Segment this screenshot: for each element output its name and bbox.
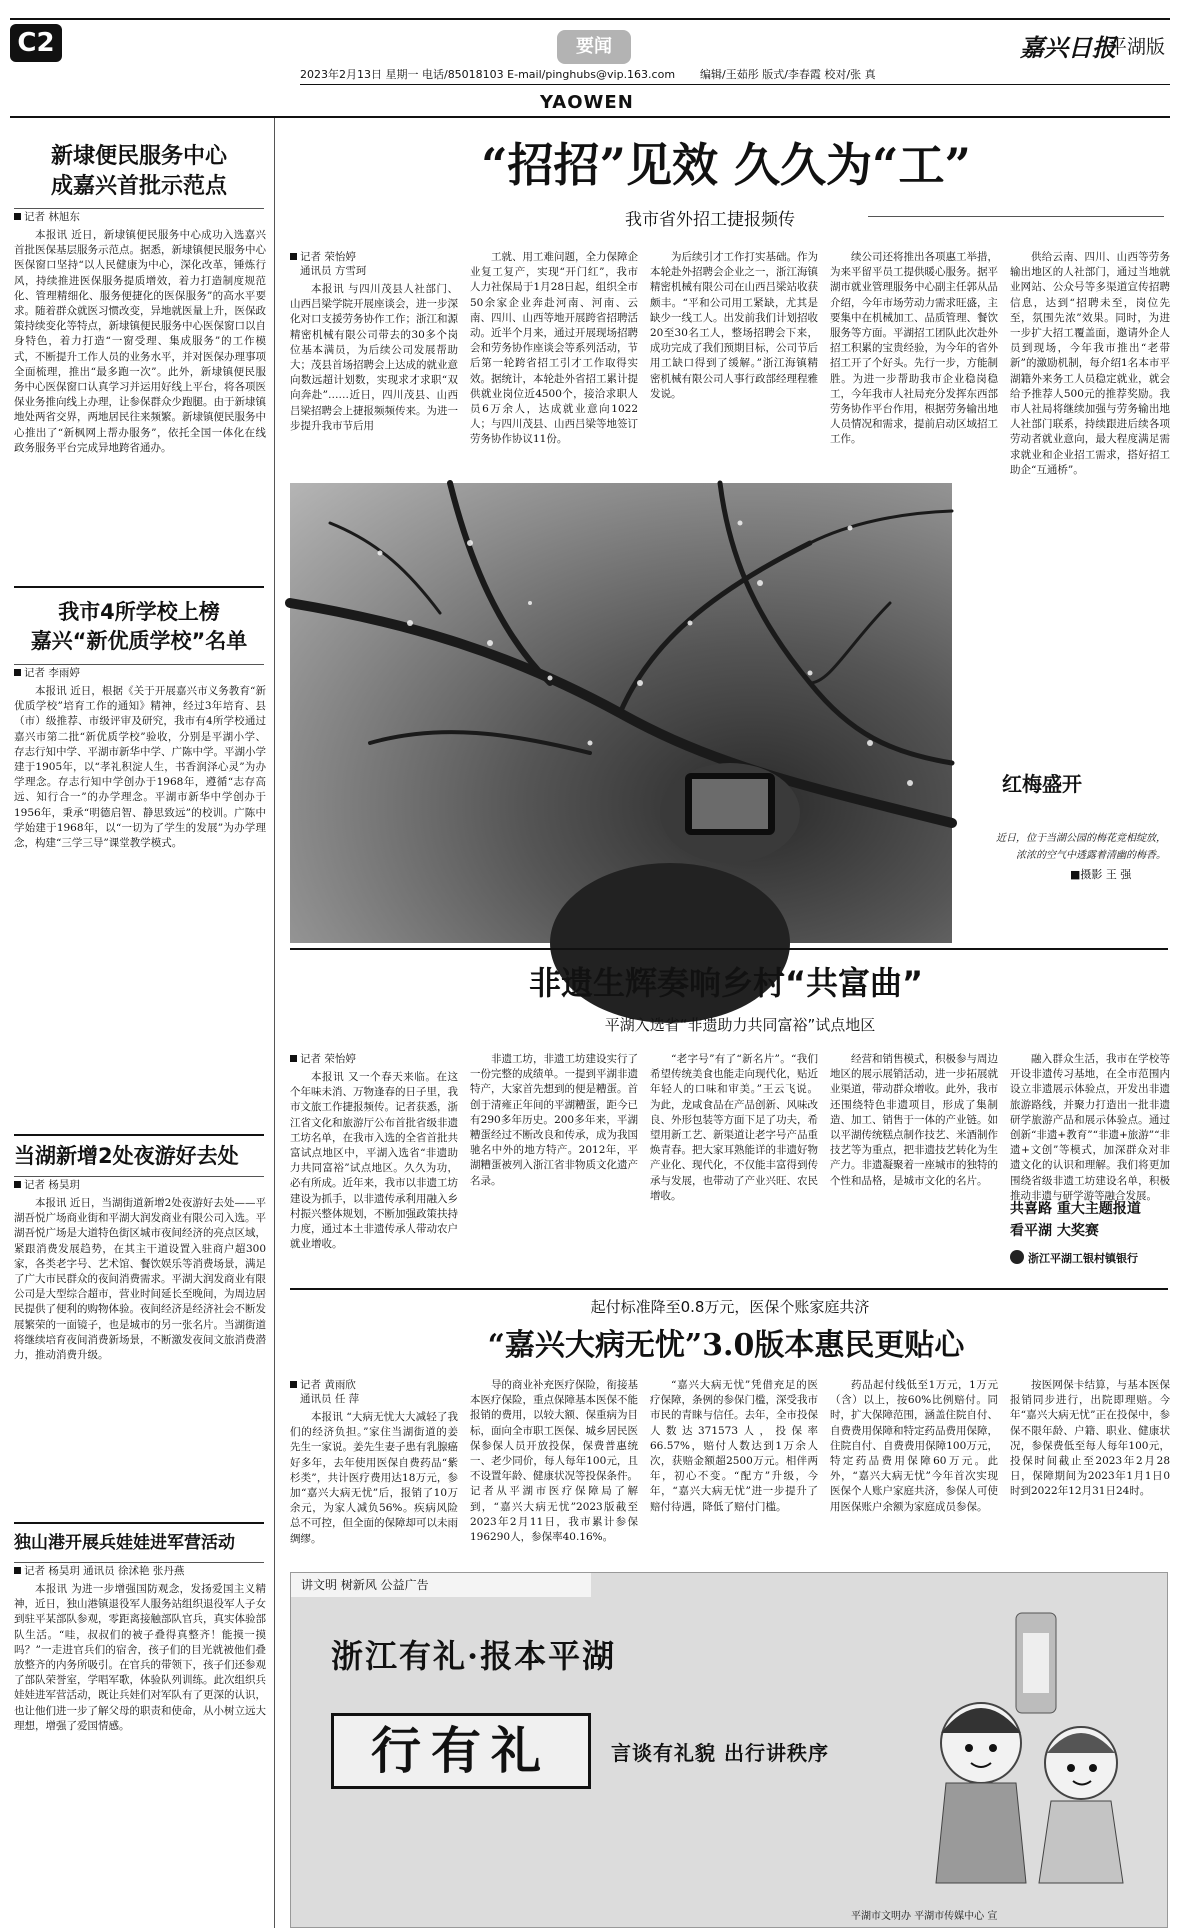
cartoon-character-left [936,1703,1026,1883]
date-line: 2023年2月13日 星期一 电话/85018103 E-mail/pinghubs@vip.163.com [300,68,676,81]
photo-caption: 近日，位于当湖公园的梅花竞相绽放， 浓浓的空气中透露着清幽的梅香。 [996,833,1166,861]
top-story-col-5: 供给云南、四川、山西等劳务输出地区的人社部门，通过当地就业网站、公众号等多渠道宣传招聘信息，达到“招聘未至，岗位先至，氛围先浓”效果。同时，为进一步扩大招工覆盖面，邀请外企人员到现场，今年我市推出“老带新”的激励机制，每介绍1名本市平湖籍外来务工人员稳定就业，就会给予推荐人500元的推荐奖励。我市人社局将继续加强与劳务输出地人社部门联系，持续跟进后续各项劳动者就业意向，最大程度满足需求就业和企业招工需求，搭好招工助企“互通桥”。 [1010,251,1170,476]
cartoon-figures-illustration [901,1613,1151,1903]
civility-banner [290,1572,1168,1928]
story3-col-5: 按医网保卡结算，与基本医保报销同步进行，出院即理赔。今年“嘉兴大病无忧”正在投保中，参保不限年龄、户籍、职业、健康状况，参保费低至每人每年100元，投保时间截止至2023年2月28日，保障期间为2023年1月1日0时到2022年12月31日24时。 [1010,1379,1170,1498]
top-story-col-1: 本报讯 与四川茂县人社部门、山西吕梁学院开展座谈会，进一步深化对口支援劳务协作工作；浙江和源精密机械有限公司带去的30多个岗位基本满员，为后续公司发展帮助大；茂县首场招聘会上达成的就业意向数远超计划数，实现求才求职“双向奔赴”……近日，四川茂县、山西吕梁招聘会上捷报频频传来。为进一步提升我市节后用 [290,283,458,432]
banner-slogan: 浙江有礼·报本平湖 [331,1637,617,1675]
left-story-1-byline: 记者 林旭东 [14,210,80,224]
left-story-3-byline: 记者 杨昊玥 [14,1178,80,1192]
section-en: YAOWEN [540,92,634,113]
left-story-4-title: 独山港开展兵娃娃进军营活动 [14,1533,235,1553]
story2-title: 非遗生辉奏响乡村“共富曲” [528,964,924,1002]
story2-subtitle: 平湖入选省“非遗助力共同富裕”试点地区 [604,1016,876,1034]
editor-line: 编辑/王茹彤 版式/李春霞 校对/张 真 [700,68,876,81]
story3-byline: 记者 黄雨欣 通讯员 任 萍 [290,1378,359,1406]
banner-tag: 讲文明 树新风 公益广告 [291,1573,591,1597]
story2-col-3: “老字号”有了“新名片”。“我们希望传统美食也能走向现代化，贴近年轻人的口味和审美。”王云飞说。为此，龙咸食品在产品创新、风味改良、外形包装等方面下足了功夫，希望用新工艺、新渠道让老字号产品重焕青春。把大家耳熟能详的非遗好物产业化、现代化，不仅能丰富得到传承与发展，也带动了产业兴旺、农民增收。 [650,1053,818,1202]
contest-sponsor: 浙江平湖工银村镇银行 [1028,1252,1138,1265]
contest-line-2: 看平湖 大奖赛 [1010,1223,1099,1239]
story2-col-2: 非遗工坊，非遗工坊建设实行了一份完整的成绩单。一提到平湖非遗特产，大家首先想到的便是糟蛋。首创于清雍正年间的平湖糟蛋，距今已有290多年历史。200多年来，平湖糟蛋经过不断改良和传承，成为我国驰名中外的地方特产。2012年，平湖糟蛋被列入浙江省非物质文化遗产名录。 [470,1053,638,1187]
story2-col-5: 融入群众生活，我市在学校等开设非遗传习基地，在全市范围内设立非遗展示体验点，开发出非遗旅游路线，并聚力打造出一批非遗研学旅游产品和展示体验点。通过创新“非遗+教育”“非遗+旅游”“非遗+文创”等模式，加深群众对非遗文化的认识和理解。我们将更加围绕省级非遗工坊建设名单，积极推动非遗与研学游等融合发展。 [1010,1053,1170,1202]
paper-name: 嘉兴日报 [1020,33,1116,62]
story3-col-1: 本报讯 “大病无忧大大减轻了我们的经济负担。”家住当湖街道的姜先生一家说。姜先生妻子患有乳腺癌好多年，去年使用医保自费药品“紫杉类”，共计医疗费用达18万元，参加“嘉兴大病无忧”后，报销了10万余元，为家人减负56%。疾病风险总不可控，但全面的保障却可以未雨绸缪。 [290,1411,458,1545]
left-story-3-body: 本报讯 近日，当湖街道新增2处夜游好去处——平湖吾悦广场商业街和平湖大润发商业有限公司入选。平湖吾悦广场是大道特色街区城市夜间经济的亮点区域，紧跟消费发展趋势，在其主干道设置入驻商户超300家，各类老字号、艺术馆、餐饮娱乐等消费场景，满足了广大市民群众的夜间消费需求。平湖大润发商业有限公司是大型综合超市，营业时间延长至晚间，为周边居民提供了便利的购物体验。夜间经济是经济社会不断发展繁荣的一面镜子，也是城市的另一张名片。当湖街道将继续培育夜间消费新场景，不断激发夜间文旅消费潜力，推动消费升级。 [14,1197,266,1362]
banner-credit: 平湖市文明办 平湖市传媒中心 宣 [851,1911,998,1922]
contest-line-1: 共喜路 重大主题报道 [1010,1201,1141,1217]
section-badge: 要闻 [557,30,631,64]
branches-illustration [290,483,952,943]
photo-credit: ■摄影 王 强 [1070,868,1132,881]
top-story-subtitle: 我市省外招工捷报频传 [625,210,795,230]
left-story-2-body: 本报讯 近日，根据《关于开展嘉兴市义务教育“新优质学校”培育工作的通知》精神，经过3年培育、县（市）级推荐、市级评审及研究，我市有4所学校通过嘉兴市第二批“新优质学校”验收，分别是平湖小学、存志行知中学、平湖市新华中学、广陈中学。平湖小学建于1905年，以“孝礼积淀人生，书香润泽心灵”为办学理念。存志行知中学创办于1968年，遵循“志存高远、知行合一”的办学理念。平湖市新华中学创办于1956年，秉承“明德启智、静思致远”的校训。广陈中学始建于1968年，以“一切为了学生的发展”为办学理念，构建“三学三导”课堂教学模式。 [14,685,266,850]
top-story-title: “招招”见效 久久为“工” [481,138,971,192]
bank-logo-icon [1010,1250,1024,1264]
page-label: C2 [10,24,62,62]
left-story-4-body: 本报讯 为进一步增强国防观念，发扬爱国主义精神，近日，独山港镇退役军人服务站组织退役军人子女到驻平某部队参观，零距离接触部队官兵，真实体验部队生活。“哇，叔叔们的被子叠得真整齐！能摸一摸吗？”一走进官兵们的宿舍，孩子们的目光就被他们叠放整齐的内务所吸引。在官兵的带领下，孩子们还参观了部队荣誉室，学唱军歌，体验队列训练。此次组织兵娃娃进军营活动，既让兵娃们对军队有了更深的认识，也让他们进一步了解父母的职责和使命，从小树立远大理想，增强了爱国情感。 [14,1583,266,1732]
contest-ad-box [1010,1198,1168,1278]
left-story-1-body: 本报讯 近日，新埭镇便民服务中心成功入选嘉兴首批医保基层服务示范点。据悉，新埭镇便民服务中心医保窗口坚持“以人民健康为中心，深化改革，锤炼行风，持续推进医保服务提质增效，着力打造制度规范化、管理精细化、服务便捷化的医保服务”的高水平要求。随着群众就医习惯改变，异地就医量上升，医保政策持续变化等特点，新埭镇便民服务中心医保窗口以自身特色，着力打造“一窗受理、集成服务”的工作模式，不断提升工作人员的业务水平，并对医保办理事项全面梳理，推出“最多跑一次”。此外，新埭镇便民服务中心医保窗口认真学习并运用好线上平台，将各项医保业务推向线上办理，让参保群众少跑腿。由于新埭镇地处两省交界，两地居民往来频繁。新埭镇便民服务中心推出了“新枫网上帮办服务”，依托全国一体化在线政务服务平台完成异地跨省通办。 [14,229,266,454]
lantern-icon [1016,1613,1056,1713]
left-story-4-byline: 记者 杨昊玥 通讯员 徐沭艳 张丹燕 [14,1564,184,1578]
story2-byline: 记者 荣怡婷 [290,1052,356,1066]
top-story-col-3: 为后续引才工作打实基础。作为本轮赴外招聘会企业之一，浙江海镇精密机械有限公司在山西吕梁站收获颇丰。“平和公司用工紧缺，尤其是缺少一线工人。出发前我们计划招收20至30名工人，整场招聘会下来，成功完成了我们预期目标，公司节后用工缺口得到了缓解。”浙江海镇精密机械有限公司人事行政部经理程雅发说。 [650,251,818,400]
story3-title: “嘉兴大病无忧”3.0版本惠民更贴心 [487,1328,965,1363]
banner-tagline: 言谈有礼貌 出行讲秩序 [611,1741,829,1765]
plum-blossom-photo [290,483,952,943]
story3-col-2: 导的商业补充医疗保险，衔接基本医疗保险，重点保障基本医保不能报销的费用，以较大额、保重病为目标，面向全市职工医保、城乡居民医保参保人员开放投保，保费普惠统一、老少同价，每人每年100元，且不设置年龄、健康状况等投保条件。记者从平湖市医疗保障局了解到，“嘉兴大病无忧”2023版截至2023年2月11日，我市累计参保196290人，参保率40.16%。 [470,1379,638,1544]
top-story-col-4: 续公司还将推出各项惠工举措，为来平留平员工提供暖心服务。据平湖市就业管理服务中心副主任郭从品介绍，今年市场劳动力需求旺盛，主要集中在机械加工、品质管理、餐饮服务等方面。平湖招工团队此次赴外招工积累的宝贵经验，为今年的省外招工开了个好头。先行一步，方能制胜。为进一步帮助我市企业稳岗稳工，今年我市人社局充分发挥东西部劳务协作平台作用，根据劳务输出地人员情况和需求，提前启动区域招工工作。 [830,251,998,446]
story3-col-3: “嘉兴大病无忧”凭借充足的医疗保障，条例的参保门槛，深受我市市民的青睐与信任。去年，全市投保人数达371573人，投保率66.57%，赔付人数达到1万余人次，获赔金额超2500万元。相伴两年，初心不变。“配方”升级，今年，“嘉兴大病无忧”进一步提升了赔付待遇，降低了赔付门槛。 [650,1379,818,1513]
left-story-2-byline: 记者 李雨婷 [14,666,80,680]
top-story-col-2: 工就、用工难问题，全力保障企业复工复产，实现“开门红”，我市人力社保局于1月28日起，组织全市50余家企业奔赴河南、河南、云南、四川、山西等地开展跨省招聘活动。近半个月来，通过开展现场招聘会和劳务协作座谈会等系列活动，节后第一轮跨省招工引才工作取得实效。据统计，本轮赴外省招工累计提供就业岗位近4500个，接洽求职人员6万余人，达成就业意向1022人；与四川茂县、山西吕梁等地签订劳务协作协议11份。 [470,251,638,446]
story2-col-1: 本报讯 又一个春天来临。在这个年味未消、万物逢春的日子里，我市文旅工作捷报频传。记者获悉，浙江省文化和旅游厅公布首批省级非遗工坊名单，在我市入选的全省首批共富试点地区中，平湖入选省“非遗助力共同富裕”试点地区。久久为功，必有所成。近年来，我市以非遗工坊建设为抓手，以非遗传承利用融入乡村振兴整体规划，不断加强政策扶持力度，通过本土非遗传承人带动农户就业增收。 [290,1071,458,1251]
masthead [0,0,1181,112]
top-story-byline: 记者 荣怡婷 通讯员 方雪珂 [290,250,366,278]
banner-big-text: 行有礼 [331,1713,591,1789]
photo-title: 红梅盛开 [1002,772,1082,796]
left-story-2-title: 我市4所学校上榜 嘉兴“新优质学校”名单 [30,600,248,653]
edition-name: 平湖版 [1108,36,1166,58]
left-story-1-title: 新埭便民服务中心 成嘉兴首批示范点 [50,144,227,199]
cartoon-character-right [1039,1727,1123,1883]
left-story-3-title: 当湖新增2处夜游好去处 [14,1144,239,1168]
story3-kicker: 起付标准降至0.8万元，医保个账家庭共济 [590,1298,870,1316]
story2-col-4: 经营和销售模式，积极参与周边地区的展示展销活动，进一步拓展就业渠道，带动群众增收。此外，我市还围绕特色非遗项目，形成了集制造、加工、销售于一体的产业链。如以平湖传统糕点制作技艺、米酒制作技艺等为重点，把非遗技艺转化为生产力。非遗凝聚着一座城市的独特的个性和品格，是城市文化的名片。 [830,1053,998,1187]
story3-col-4: 药品起付线低至1万元，1万元（含）以上，按60%比例赔付。同时，扩大保障范围，涵盖住院自付、自费费用保障和特定药品费用保障，住院自付、自费费用保障100万元，特定药品费用保障60万元。此外，“嘉兴大病无忧”今年首次实现医保个人账户家庭共济，参保人可使用医保账户余额为家庭成员参保。 [830,1379,998,1513]
